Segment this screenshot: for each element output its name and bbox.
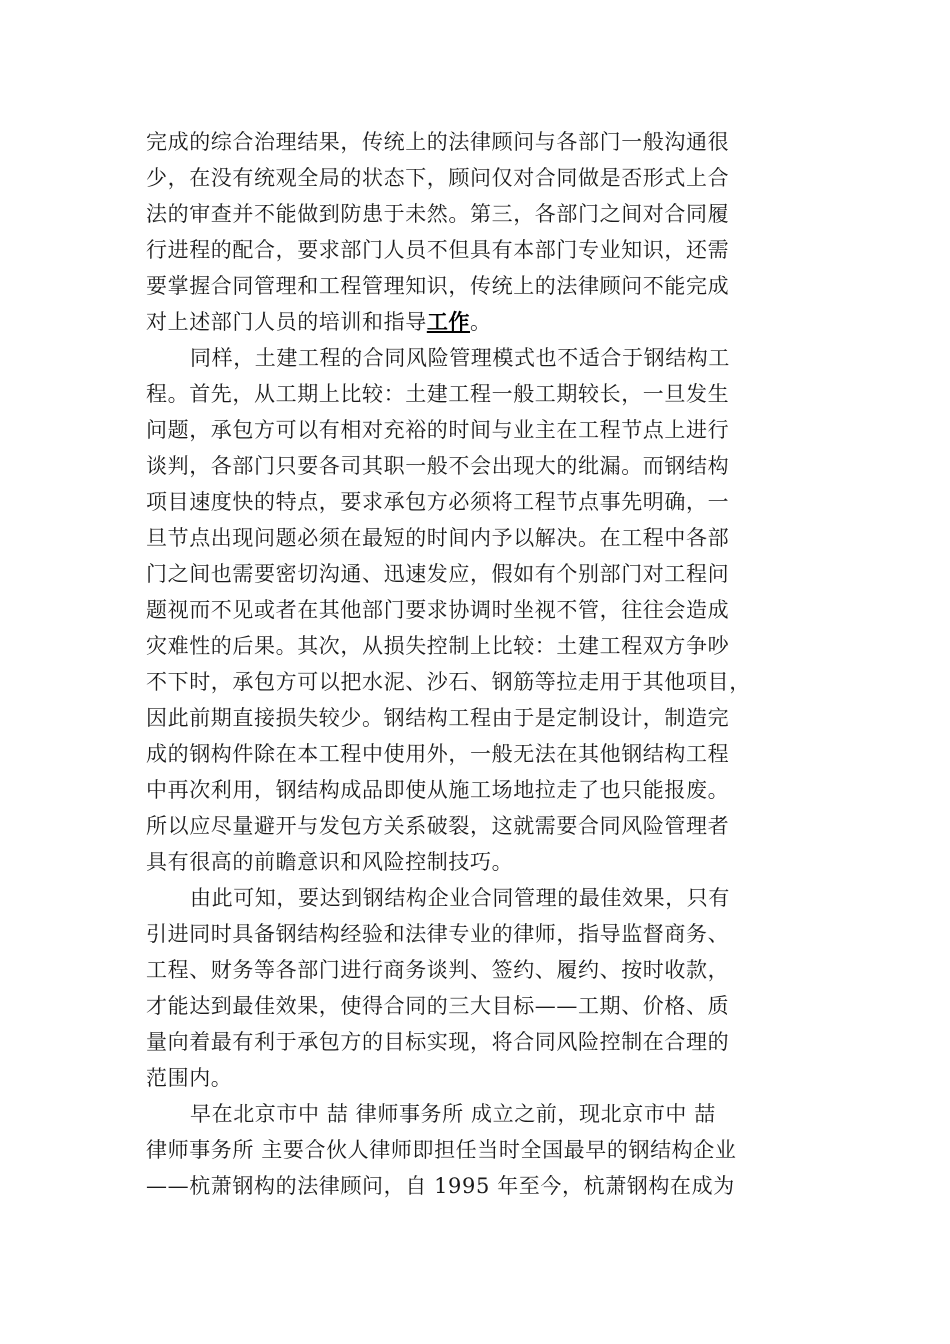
- paragraph-4-line-2: 律师事务所 主要合伙人律师即担任当时全国最早的钢结构企业: [146, 1138, 737, 1162]
- paragraph-2-line-14: 所以应尽量避开与发包方关系破裂，这就需要合同风险管理者: [146, 814, 730, 838]
- paragraph-2-line-8: 题视而不见或者在其他部门要求协调时坐视不管，往往会造成: [146, 598, 730, 622]
- paragraph-3-line-2: 引进同时具备钢结构经验和法律专业的律师，指导监督商务、: [146, 922, 730, 946]
- paragraph-2-line-11: 因此前期直接损失较少。钢结构工程由于是定制设计，制造完: [146, 706, 730, 730]
- paragraph-2-line-13: 中再次利用，钢结构成品即使从施工场地拉走了也只能报废。: [146, 778, 730, 802]
- paragraph-2-line-12: 成的钢构件除在本工程中使用外，一般无法在其他钢结构工程: [146, 742, 730, 766]
- paragraph-1-last-text: 对上述部门人员的培训和指导: [146, 310, 427, 334]
- paragraph-2-line-5: 项目速度快的特点，要求承包方必须将工程节点事先明确，一: [146, 490, 730, 514]
- paragraph-2-line-2: 程。首先，从工期上比较：土建工程一般工期较长，一旦发生: [146, 382, 730, 406]
- paragraph-3-line-3: 工程、财务等各部门进行商务谈判、签约、履约、按时收款，: [146, 958, 730, 982]
- paragraph-2-line-7: 门之间也需要密切沟通、迅速发应，假如有个别部门对工程问: [146, 562, 730, 586]
- paragraph-4-line-1: 早在北京市中 喆 律师事务所 成立之前，现北京市中 喆: [190, 1102, 716, 1126]
- paragraph-1-line-5: 要掌握合同管理和工程管理知识，传统上的法律顾问不能完成: [146, 274, 730, 298]
- paragraph-3-line-6: 范围内。: [146, 1066, 233, 1090]
- paragraph-2-line-3: 问题，承包方可以有相对充裕的时间与业主在工程节点上进行: [146, 418, 730, 442]
- paragraph-2-line-1: 同样，土建工程的合同风险管理模式也不适合于钢结构工: [190, 346, 730, 370]
- paragraph-1-line-1: 完成的综合治理结果，传统上的法律顾问与各部门一般沟通很: [146, 130, 730, 154]
- paragraph-3-line-5: 量向着最有利于承包方的目标实现，将合同风险控制在合理的: [146, 1030, 730, 1054]
- paragraph-1-line-3: 法的审查并不能做到防患于未然。第三，各部门之间对合同履: [146, 202, 730, 226]
- paragraph-1-line-4: 行进程的配合，要求部门人员不但具有本部门专业知识，还需: [146, 238, 730, 262]
- paragraph-1-period: 。: [470, 310, 492, 334]
- paragraph-2-line-6: 旦节点出现问题必须在最短的时间内予以解决。在工程中各部: [146, 526, 730, 550]
- paragraph-3-line-1: 由此可知，要达到钢结构企业合同管理的最佳效果，只有: [190, 886, 730, 910]
- paragraph-3-line-4: 才能达到最佳效果，使得合同的三大目标——工期、价格、质: [146, 994, 730, 1018]
- paragraph-1-line-2: 少，在没有统观全局的状态下，顾问仅对合同做是否形式上合: [146, 166, 730, 190]
- paragraph-1-line-6: [146, 304, 806, 340]
- paragraph-2-line-4: 谈判，各部门只要各司其职一般不会出现大的纰漏。而钢结构: [146, 454, 730, 478]
- paragraph-2-line-10: 不下时，承包方可以把水泥、沙石、钢筋等拉走用于其他项目，: [146, 670, 751, 694]
- paragraph-2-line-9: 灾难性的后果。其次，从损失控制上比较：土建工程双方争吵: [146, 634, 730, 658]
- paragraph-4-line-3: ——杭萧钢构的法律顾问，自 1995 年至今，杭萧钢构在成为: [146, 1174, 735, 1198]
- work-link[interactable]: 工作: [426, 309, 471, 334]
- paragraph-2-line-15: 具有很高的前瞻意识和风险控制技巧。: [146, 850, 514, 874]
